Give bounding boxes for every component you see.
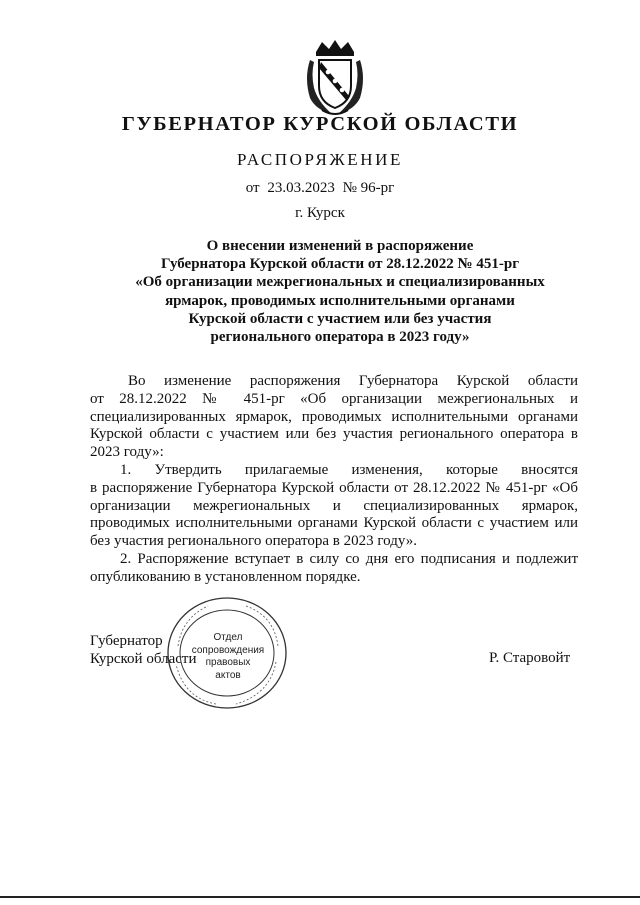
body-line: 2023 году»: bbox=[90, 444, 164, 461]
title-line: О внесении изменений в распоряжение bbox=[206, 238, 474, 254]
body-line: проводимых исполнительными органами Курской области с участием или bbox=[90, 515, 578, 532]
document-type: РАСПОРЯЖЕНИЕ bbox=[236, 150, 404, 169]
body-line: 1. Утвердить прилагаемые изменения, которые вносятся bbox=[120, 461, 578, 478]
stamp-line: правовых bbox=[205, 657, 251, 668]
body-line: специализированных ярмарок, проводимых исполнительными органами bbox=[90, 408, 578, 425]
stamp-line: сопровождения bbox=[191, 644, 265, 656]
title-line: Губернатора Курской области от 28.12.2022 № 451-рг bbox=[160, 256, 520, 273]
signatory-name: Р. Старовойт bbox=[489, 650, 571, 666]
body-line: опубликованию в установленном порядке. bbox=[90, 568, 361, 585]
body-line: без участия регионального оператора в 2023 году». bbox=[90, 533, 417, 550]
body-line: Во изменение распоряжения Губернатора Курской области bbox=[128, 373, 578, 389]
signatory-position-line: Курской области bbox=[90, 651, 197, 667]
body-line: организации межрегиональных и специализированных ярмарок, bbox=[90, 497, 578, 514]
title-line: регионального оператора в 2023 году» bbox=[210, 329, 470, 346]
title-line: ярмарок, проводимых исполнительными органами bbox=[165, 292, 515, 309]
document-date: 23.03.2023 bbox=[267, 180, 335, 196]
signatory-position-line: Губернатор bbox=[90, 633, 163, 649]
document-body bbox=[90, 373, 578, 587]
body-line: Курской области с участием или без участия регионального оператора в bbox=[90, 426, 578, 443]
issuing-authority: ГУБЕРНАТОР КУРСКОЙ ОБЛАСТИ bbox=[121, 113, 519, 135]
stamp-line: Отдел bbox=[213, 632, 243, 643]
kursk-coat-of-arms-icon bbox=[302, 38, 368, 118]
stamp-text bbox=[188, 632, 268, 682]
body-line: от 28.12.2022 № 451-рг «Об организации межрегиональных и bbox=[90, 390, 578, 407]
date-prefix: от bbox=[245, 180, 260, 196]
document-number: № 96-рг bbox=[342, 180, 395, 196]
body-line: в распоряжение Губернатора Курской области от 28.12.2022 № 451-рг «Об bbox=[90, 479, 578, 496]
scan-edge-line bbox=[0, 896, 640, 898]
body-line: 2. Распоряжение вступает в силу со дня его подписания и подлежит bbox=[120, 550, 578, 567]
stamp-line: актов bbox=[215, 669, 241, 681]
document-date-line bbox=[0, 180, 640, 197]
document-title bbox=[80, 237, 600, 346]
title-line: Курской области с участием или без участия bbox=[188, 310, 492, 327]
title-line: «Об организации межрегиональных и специализированных bbox=[135, 274, 545, 291]
document-place: г. Курск bbox=[295, 205, 345, 221]
